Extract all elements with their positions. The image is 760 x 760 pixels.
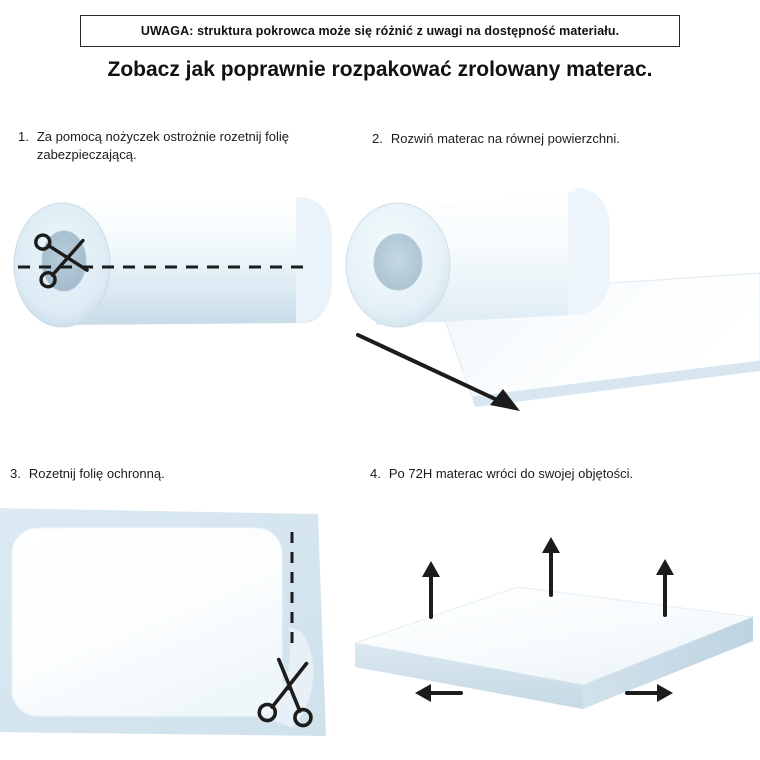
step-2-text	[372, 130, 702, 148]
flat-mattress	[12, 528, 282, 716]
illustration-step-3	[0, 500, 345, 750]
step-1-label: Za pomocą nożyczek ostrożnie rozetnij folię zabezpieczającą.	[36, 129, 290, 162]
step-1-text	[18, 128, 318, 163]
illustration-step-1	[0, 175, 340, 405]
notice-text: UWAGA: struktura pokrowca może się różnić z uwagi na dostępność materiału.	[140, 24, 620, 38]
illustration-step-4	[345, 525, 760, 740]
step-3-label: Rozetnij folię ochronną.	[28, 466, 165, 481]
step-4-number: 4.	[370, 466, 381, 481]
step-1-number: 1.	[18, 129, 29, 144]
expanded-mattress	[355, 587, 753, 709]
step-4-text	[370, 465, 710, 483]
step-2-label: Rozwiń materac na równej powierzchni.	[390, 131, 620, 146]
notice-banner	[80, 15, 680, 47]
step-3-text	[10, 465, 310, 483]
rolled-mattress-end-cap	[346, 203, 450, 327]
step-3-number: 3.	[10, 466, 21, 481]
illustration-step-2	[340, 165, 760, 430]
step-2-number: 2.	[372, 131, 383, 146]
step-4-label: Po 72H materac wróci do swojej objętości.	[388, 466, 634, 481]
page-title: Zobacz jak poprawnie rozpakować zrolowany materac.	[107, 58, 653, 81]
